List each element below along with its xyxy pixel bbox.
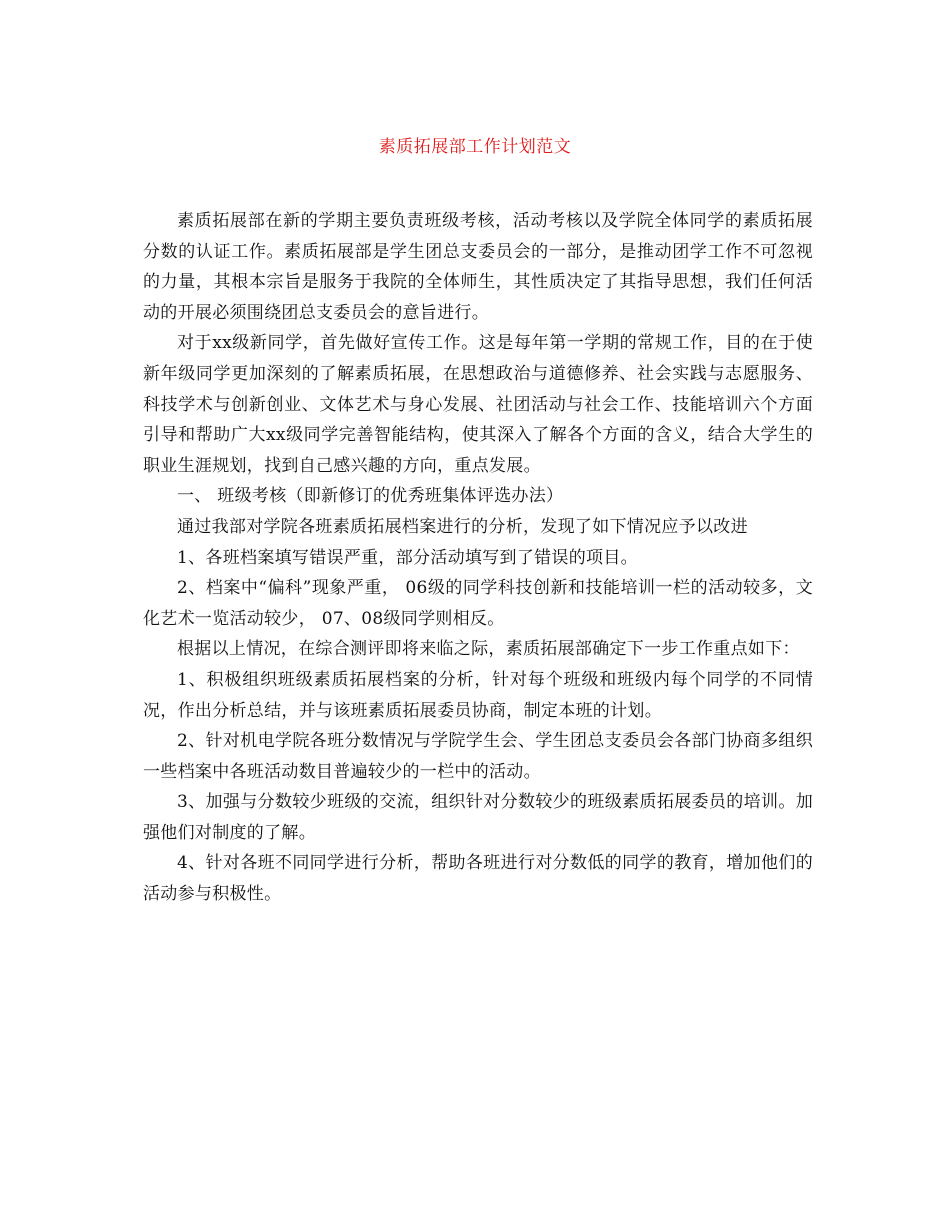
document-body bbox=[143, 206, 813, 910]
list-item-focus-4: 4、针对各班不同同学进行分析，帮助各班进行对分数低的同学的教育，增加他们的活动参与积极性。 bbox=[143, 853, 813, 905]
list-item-problem-1: 1、各班档案填写错误严重，部分活动填写到了错误的项目。 bbox=[177, 547, 638, 568]
list-item-focus-2: 2、针对机电学院各班分数情况与学院学生会、学生团总支委员会各部门协商多组织一些档案中各班活动数目普遍较少的一栏中的活动。 bbox=[143, 731, 813, 782]
list-item-focus-3: 3、加强与分数较少班级的交流，组织针对分数较少的班级素质拓展委员的培训。加强他们对制度的了解。 bbox=[143, 792, 813, 843]
paragraph-intro: 素质拓展部在新的学期主要负责班级考核，活动考核以及学院全体同学的素质拓展分数的认证工作。素质拓展部是学生团总支委员会的一部分，是推动团学工作不可忽视的力量，其根本宗旨是服务于我院的全体师生，其性质决定了其指导思想，我们任何活动的开展必须围绕团总支委员会的意旨进行。 bbox=[143, 211, 813, 323]
list-item-problem-2: 2、档案中“偏科”现象严重， 06级的同学科技创新和技能培训一栏的活动较多，文化艺术一览活动较少， 07、08级同学则相反。 bbox=[143, 578, 813, 629]
document-title: 素质拓展部工作计划范文 bbox=[378, 137, 572, 157]
paragraph-analysis: 通过我部对学院各班素质拓展档案进行的分析，发现了如下情况应予以改进 bbox=[177, 516, 748, 537]
paragraph-new-students: 对于xx级新同学，首先做好宣传工作。这是每年第一学期的常规工作，目的在于使新年级同学更加深刻的了解素质拓展，在思想政治与道德修养、社会实践与志愿服务、科技学术与创新创业、文体艺术与身心发展、社团活动与社会工作、技能培训六个方面引导和帮助广大xx级同学完善智能结构，使其深入了解各个方面的含义，结合大学生的职业生涯规划，找到自己感兴趣的方向，重点发展。 bbox=[143, 333, 813, 476]
list-item-focus-1: 1、积极组织班级素质拓展档案的分析，针对每个班级和班级内每个同学的不同情况，作出分析总结，并与该班素质拓展委员协商，制定本班的计划。 bbox=[143, 669, 813, 721]
section-heading-class-assessment: 一、 班级考核（即新修订的优秀班集体评选办法） bbox=[177, 486, 564, 507]
paragraph-focus-intro: 根据以上情况，在综合测评即将来临之际，素质拓展部确定下一步工作重点如下： bbox=[177, 639, 800, 660]
